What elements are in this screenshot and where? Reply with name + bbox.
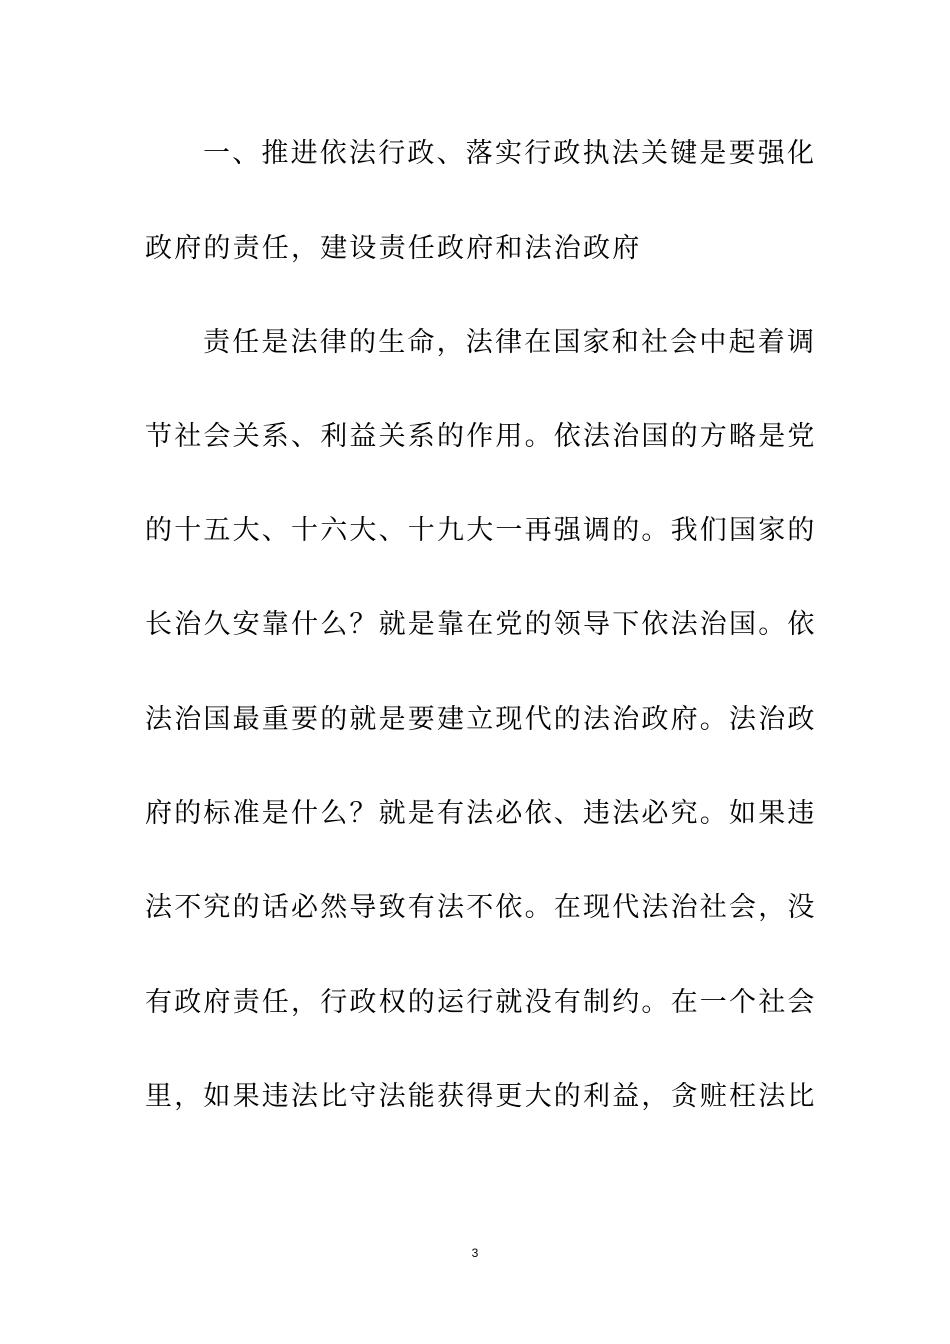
paragraph-line: 长治久安靠什么？就是靠在党的领导下依法治国。依 [145, 609, 817, 640]
paragraph-line: 责任是法律的生命，法律在国家和社会中起着调 [203, 327, 817, 358]
paragraph-line: 的十五大、十六大、十九大一再强调的。我们国家的 [145, 515, 817, 546]
page-number: 3 [471, 1246, 479, 1260]
section-heading-line-2: 政府的责任，建设责任政府和法治政府 [145, 233, 642, 264]
paragraph-line: 法治国最重要的就是要建立现代的法治政府。法治政 [145, 704, 817, 735]
section-heading-line-1: 一、推进依法行政、落实行政执法关键是要强化 [203, 138, 817, 169]
paragraph-line: 府的标准是什么？就是有法必依、违法必究。如果违 [145, 798, 817, 829]
paragraph-line: 法不究的话必然导致有法不依。在现代法治社会，没 [145, 892, 817, 923]
paragraph-line: 节社会关系、利益关系的作用。依法治国的方略是党 [145, 421, 817, 452]
paragraph-line: 里，如果违法比守法能获得更大的利益，贪赃枉法比 [145, 1081, 817, 1112]
paragraph-line: 有政府责任，行政权的运行就没有制约。在一个社会 [145, 987, 817, 1018]
